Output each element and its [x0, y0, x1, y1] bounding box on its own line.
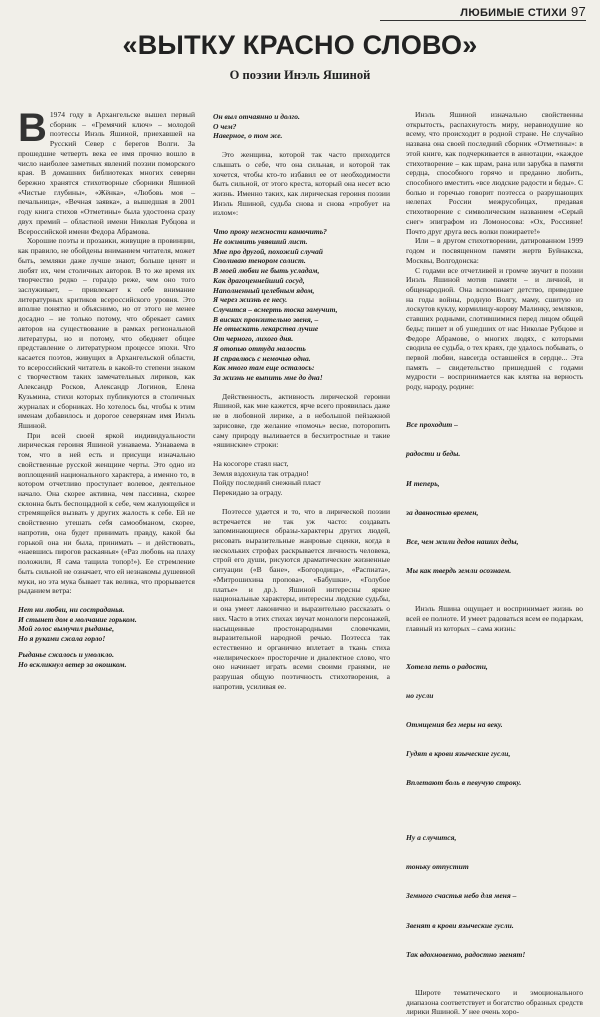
article-title: «ВЫТКУ КРАСНО СЛОВО»	[122, 30, 478, 60]
poem-line: Ну а случится,	[406, 833, 457, 843]
poem-line: Перекидаю за ограду.	[213, 488, 283, 498]
paragraph: При всей своей яркой индивидуальности лирическая героиня Яшиной узнаваема. Узнаваема в том, что в ней есть и присущи изначально свойственные русской женщине черты. Это одно из воплощений национального характера, а именно то, в котором отчетливо проступает волевое, деятельное начало. Она скорее активна, чем пассивна, скорее склонна быть беспощадной к себе, чем жалующейся и стремящейся вызвать у других жалость к себе. Ей не свойственно утешать себя самообманом, скорее, напротив, она будет принимать правду, какой бы горькой она ни была, принимать – и действовать, «наевшись пирогов раскаянья» («Раз любовь на плаху положили, Я сама тащила топор!»). Ее стремление быть сильной не означает, что ей незнакомы душевной муки, но эта мука бывает так велика, что прорывается рыданием ветра:	[18, 430, 195, 596]
poem-line: От черного, лихого дня.	[213, 334, 294, 344]
paragraph: С годами все отчетливей и громче звучит в поэзии Инэль Яшиной мотив памяти – и личной, и общенародной. Она вспоминает детство, приведшее на годы войны, родную Волгу, маму, сшитую из лоскутов куклу, кормилицу-корову Малинку, земляков, ставших родными, слотившимися перед лицом общей беды; пишет и об ушедших от нас Николае Рубцове и Федоре Абрамове, о многих людях, с которыми сводила ее судьба, о тех краях, где удалось побывать, о первой любви, навсегда оставшейся в сердце... Эта память – свидетельство пришедшей с годами мудрости – воспринимается как клятва на верность роду, народу, родине:	[406, 265, 583, 392]
drop-cap: В	[18, 106, 47, 150]
poem-line: Хотела петь о радости,	[406, 661, 488, 671]
poem-line: Споливаю тенором солист.	[213, 256, 306, 266]
poem-line: Наверное, о том же.	[213, 131, 283, 141]
poem-line: За жизнь не выпить мне до дна!	[213, 372, 323, 382]
poem-line: за давностью времен,	[406, 507, 479, 517]
poem-line: В висках пронзительно звеня, –	[213, 314, 319, 324]
poem-line: Земля вздохнула так отрадно!	[213, 468, 309, 478]
paragraph: Поэтессе удается и то, что в лирической поэзии встречается не так уж часто: создавать запоминающиеся образы-характеры других людей, рисовать выразительные жанровые сценки, когда в нескольких строфах раскрывается личность человека, строй его души, рисуются драматические жизненные ситуации («В бане», «Богородица», «Распиата», «Митрошихина пропова», «Бабушки», «Голубое платье» и др.). Яшиной интересны яркие национальные характеры, интересны людские судьбы, и она умеет лаконично и выразительно рассказать о них. Часто в этих стихах звучат монологи персонажей, насыщенные простонародными словечками, выразительной народной речью. Поэтесса так естественно и органично вплетает в ткань стиха «нелирическое» просторечие и диалектное слово, что оно начинает играть всеми своими гранями, не разрушая общую поэтичность стихотворения, а напротив, усиливая ее.	[213, 506, 390, 691]
poem-line: На косогоре стаял наст,	[213, 459, 289, 468]
poem-line: Все, чем жили дедов наших деды,	[406, 536, 519, 546]
poem-line: Я отопью оттуда малость	[213, 343, 306, 353]
poem-line: И стынет дом в молчание горьком.	[18, 614, 137, 624]
poem-excerpt	[406, 642, 583, 978]
poem-line: Пойду последний снежный пласт	[213, 478, 321, 488]
poem-excerpt	[406, 401, 583, 595]
page-number: 97	[570, 4, 586, 19]
poem-line: Звенят в крови языческие гусли.	[406, 920, 514, 930]
poem-line: тоньку отпустит	[406, 862, 469, 872]
poem-line: Что проку нежности канючить?	[213, 227, 327, 237]
poem-line: Случится – всмерть тоска замучит,	[213, 304, 338, 314]
poem-line: В моей любви не быть усладам,	[213, 266, 320, 276]
poem-line: И теперь,	[406, 478, 440, 488]
poem-line: Нет ни любви, ни состраданья.	[18, 604, 125, 614]
poem-line: Он выл отчаянно и долго.	[213, 112, 300, 121]
poem-line: Как драгоценнейший сосуд,	[213, 275, 305, 285]
poem-line: Но вскликнул ветер за окошком.	[18, 659, 127, 669]
paragraph: Инэль Яшина ощущает и воспринимает жизнь во всей ее полноте. И умеет радоваться всем ее подаркам, главный из которых – сама жизнь:	[406, 604, 583, 633]
poem-excerpt	[213, 112, 390, 141]
poem-line: но гусли	[406, 690, 434, 700]
poem-line: Мне про другой, похожий случай	[213, 246, 323, 256]
section-label: ЛЮБИМЫЕ СТИХИ	[460, 7, 567, 19]
poem-line: Наполненный целебным ядом,	[213, 285, 315, 295]
paragraph: Или – в другом стихотворении, датированном 1999 годом и посвященном памяти жертв Буйнакска, Москвы, Волгодонска:	[406, 236, 583, 265]
paragraph: Действенность, активность лирической героини Яшиной, как мне кажется, ярче всего проявилась даже не в любовной лирике, а в небольшой пейзажной зарисовке, где желание «помочь» весне, поторопить саму природу выливается в бесхитростные и такие «яшинские» строки:	[213, 391, 390, 450]
article-subtitle: О поэзии Инэль Яшиной	[229, 68, 371, 82]
column-1	[18, 106, 195, 678]
paragraph: Инэль Яшиной изначально свойственны открытость, распахнутость миру, неравнодушие ко всему, что происходит в родной стране. Не случайно названа она своей последний сборник «Отметины»: в этой книге, как подчеркивается в аннотации, «каждое стихотворение – как шрам, рана или зарубка в памяти сердца, способного горячо и преданно любить, способного вместить «все людские радости и беды». С болью и горечью говорит поэтесса о разрушающих нелепах России межрусобицах, предавая стихотворение с символическим названием «Серый снег» эпиграфом из Ломоносова: «Ох, Россияне! Почто друг друга весь волки пожираете!»	[406, 110, 583, 236]
poem-line: Все проходит –	[406, 420, 458, 430]
poem-line: Мы как твердь земли осознаем.	[406, 566, 512, 576]
poem-line: Так вдохновенно, радостно звенят!	[406, 949, 526, 959]
poem-excerpt	[213, 227, 390, 383]
column-3	[406, 110, 583, 1017]
poem-line: Как много там еще осталось:	[213, 363, 315, 373]
poem-line: Отмщения без меры на веку.	[406, 720, 503, 730]
poem-excerpt	[213, 459, 390, 498]
poem-line: О чем?	[213, 121, 237, 131]
poem-line: Вплетают боль в певучую строку.	[406, 778, 522, 788]
poem-line: Но я руками сжала горло!	[18, 634, 106, 644]
poem-line: Не оживить увявший лист.	[213, 236, 308, 246]
poem-line: Мой голос вымучил рыданье,	[18, 624, 115, 634]
paragraph: Это женщина, которой так часто приходится слышать о себе, что она сильная, и которой так хочется, чтобы кто-то избавил ее от необходимости быть сильной, от этого креста, который она несет всю жизнь. Именно таких, как лирическая героиня поэзии Инэль Яшиной, судьба снова и снова «пробует на излом»:	[213, 150, 390, 218]
poem-line: Не отыскать лекарства лучше	[213, 324, 319, 334]
paragraph: Хорошие поэты и прозаики, живущие в провинции, как правило, не обойдены вниманием читателя, может быть, земляки даже лучше знают, больше ценят и любят их, чем столичных авторов. В то же время их творчество редко – гораздо реже, чем оно того заслуживает, – привлекает к себе внимание литературных критиков всероссийского уровня. Это вполне понятно и объяснимо, но от этого не менее досадно – не только потому, что обрекает самих авторов на существование в рамках региональной литературы, но и потому, что обедняет общее представление о литературном процессе эпохи. Что касается поэтов, живущих в Архангельской области, то всероссийский читатель в какой-то степени знаком с творчеством таких замечательных лириков, как Александр Росков, Александр Логинов, Елена Кузьмина, стихи которых публикуются в столичных журналах и сборниках. Но хотелось бы, чтобы к этим именам добавилось и дорогое северянам имя Инэль Яшиной.	[18, 236, 195, 430]
poem-line: Земного счастья небо для меня –	[406, 891, 517, 901]
poem-line: И справлюсь с немочью одна.	[213, 353, 311, 363]
paragraph: Широте тематического и эмоционального диапазона соответствует и богатство образных средств лирики Яшиной. У нее очень хоро-	[406, 987, 583, 1017]
running-header	[380, 4, 586, 21]
poem-line: Я через жизнь ее несу.	[213, 295, 288, 305]
column-2	[213, 112, 390, 692]
poem-excerpt	[18, 605, 195, 669]
poem-line: Рыданье сжалось и умолкло.	[18, 649, 115, 659]
paragraph: 1974 году в Архангельске вышел первый сборник – «Гремячий ключ» – молодой поэтессы Инэль Яшиной, приехавшей на Русский Север с берегов Волги. За прошедшие четверть века ее имя прочно вошло в число наиболее заметных явлений поэзии поморского края. В домашних библиотеках многих северян бережно хранятся стихотворные сборники Яшиной «Чистые глубины», «Жёнка», «Любовь моя – печальница», «Вечная заявка», а вышедшая в 2001 году книга стихов «Отметины» была удостоена сразу двух премий – областной имени Николая Рубцова и Всероссийской имени Федора Абрамова.	[18, 110, 195, 236]
poem-line: радости и беды.	[406, 449, 461, 459]
poem-line: Гудят в крови языческие гусли,	[406, 749, 511, 759]
